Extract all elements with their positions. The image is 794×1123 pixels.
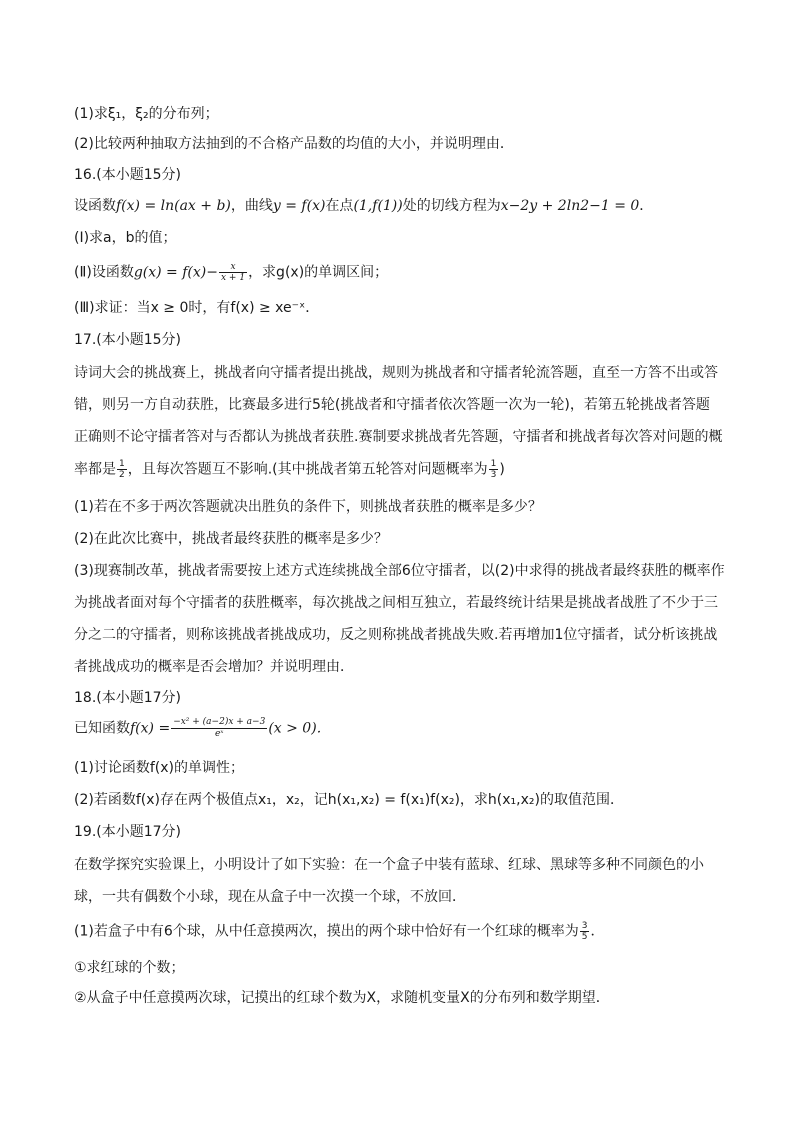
q17-part3-line4: 者挑战成功的概率是否会增加？并说明理由． [74, 659, 354, 675]
fraction: $\frac{1}{3}$ [490, 459, 497, 480]
q17-part3-line3: 分之二的守擂者，则称该挑战者挑战成功，反之则称挑战者挑战失败.若再增加1位守擂者，试分析该挑战 [74, 627, 718, 643]
q16-header: 16.(本小题15分) [74, 167, 182, 183]
q17-para-line1: 诗词大会的挑战赛上，挑战者向守擂者提出挑战，规则为挑战者和守擂者轮流答题，直至一方答不出或答 [74, 365, 718, 381]
q17-para-line2: 错，则另一方自动获胜，比赛最多进行5轮(挑战者和守擂者依次答题一次为一轮)，若第五轮挑战者答题 [74, 397, 710, 413]
q15-part2: (2)比较两种抽取方法抽到的不合格产品数的均值的大小，并说明理由． [74, 136, 514, 152]
q19-para-line2: 球，一共有偶数个小球，现在从盒子中一次摸一个球，不放回． [74, 889, 466, 905]
q19-para-line1: 在数学探究实验课上，小明设计了如下实验：在一个盒子中装有蓝球、红球、黑球等多种不同颜色的小 [74, 857, 704, 873]
q15-part1: (1)求ξ₁，ξ₂的分布列； [74, 106, 219, 122]
q17-header: 17.(本小题15分) [74, 332, 182, 348]
fraction: $\frac{3}{5}$ [581, 921, 588, 942]
q16-stem: 设函数f(x) = ln(ax + b)，曲线y = f(x)在点(1,f(1))处的切线方程为x−2y + 2ln2−1 = 0． [74, 198, 654, 214]
q16-part2: (Ⅱ)设函数g(x) = f(x)− $\frac{x}{x + 1}$ ，求g(x)的单调区间； [74, 262, 389, 283]
fraction: $\frac{x}{x + 1}$ [220, 262, 246, 283]
q18-stem: 已知函数f(x) = $\frac{\text{−x² + (a−2)x + a−3}}{\text{eˣ}}$ (x > 0)． [74, 717, 331, 739]
q19-header: 19.(本小题17分) [74, 824, 182, 840]
q17-part1: (1)若在不多于两次答题就决出胜负的条件下，则挑战者获胜的概率是多少？ [74, 499, 542, 515]
q18-part2: (2)若函数f(x)存在两个极值点x₁，x₂，记h(x₁,x₂) = f(x₁)f(x₂)，求h(x₁,x₂)的取值范围． [74, 792, 624, 808]
q17-para-line4: 率都是 $\frac{1}{2}$ ，且每次答题互不影响.(其中挑战者第五轮答对问题概率为 $\frac{1}{3}$ ) [74, 459, 505, 480]
q18-part1: (1)讨论函数f(x)的单调性； [74, 760, 244, 776]
q17-part2: (2)在此次比赛中，挑战者最终获胜的概率是多少？ [74, 531, 388, 547]
q17-part3-line2: 为挑战者面对每个守擂者的获胜概率，每次挑战之间相互独立，若最终统计结果是挑战者战胜了不少于三 [74, 595, 718, 611]
q16-part3: (Ⅲ)求证：当x ≥ 0时，有f(x) ≥ xe⁻ˣ． [74, 300, 320, 316]
q19-sub1: ①求红球的个数； [74, 960, 185, 976]
fraction: $\frac{1}{2}$ [119, 459, 125, 480]
q18-header: 18.(本小题17分) [74, 690, 182, 706]
q19-sub2: ②从盒子中任意摸两次球，记摸出的红球个数为X，求随机变量X的分布列和数学期望． [74, 990, 610, 1006]
q17-part3-line1: (3)现赛制改革，挑战者需要按上述方式连续挑战全部6位守擂者，以(2)中求得的挑战者最终获胜的概率作 [74, 563, 725, 579]
q19-part1: (1)若盒子中有6个球，从中任意摸两次，摸出的两个球中恰好有一个红球的概率为 $\frac{3}{5}$ ． [74, 921, 605, 942]
fraction: $\frac{\text{−x² + (a−2)x + a−3}}{\text{eˣ}}$ [173, 717, 266, 739]
q17-para-line3: 正确则不论守擂者答对与否都认为挑战者获胜.赛制要求挑战者先答题，守擂者和挑战者每次答对问题的概 [74, 429, 723, 445]
q16-part1: (Ⅰ)求a，b的值； [74, 230, 177, 246]
